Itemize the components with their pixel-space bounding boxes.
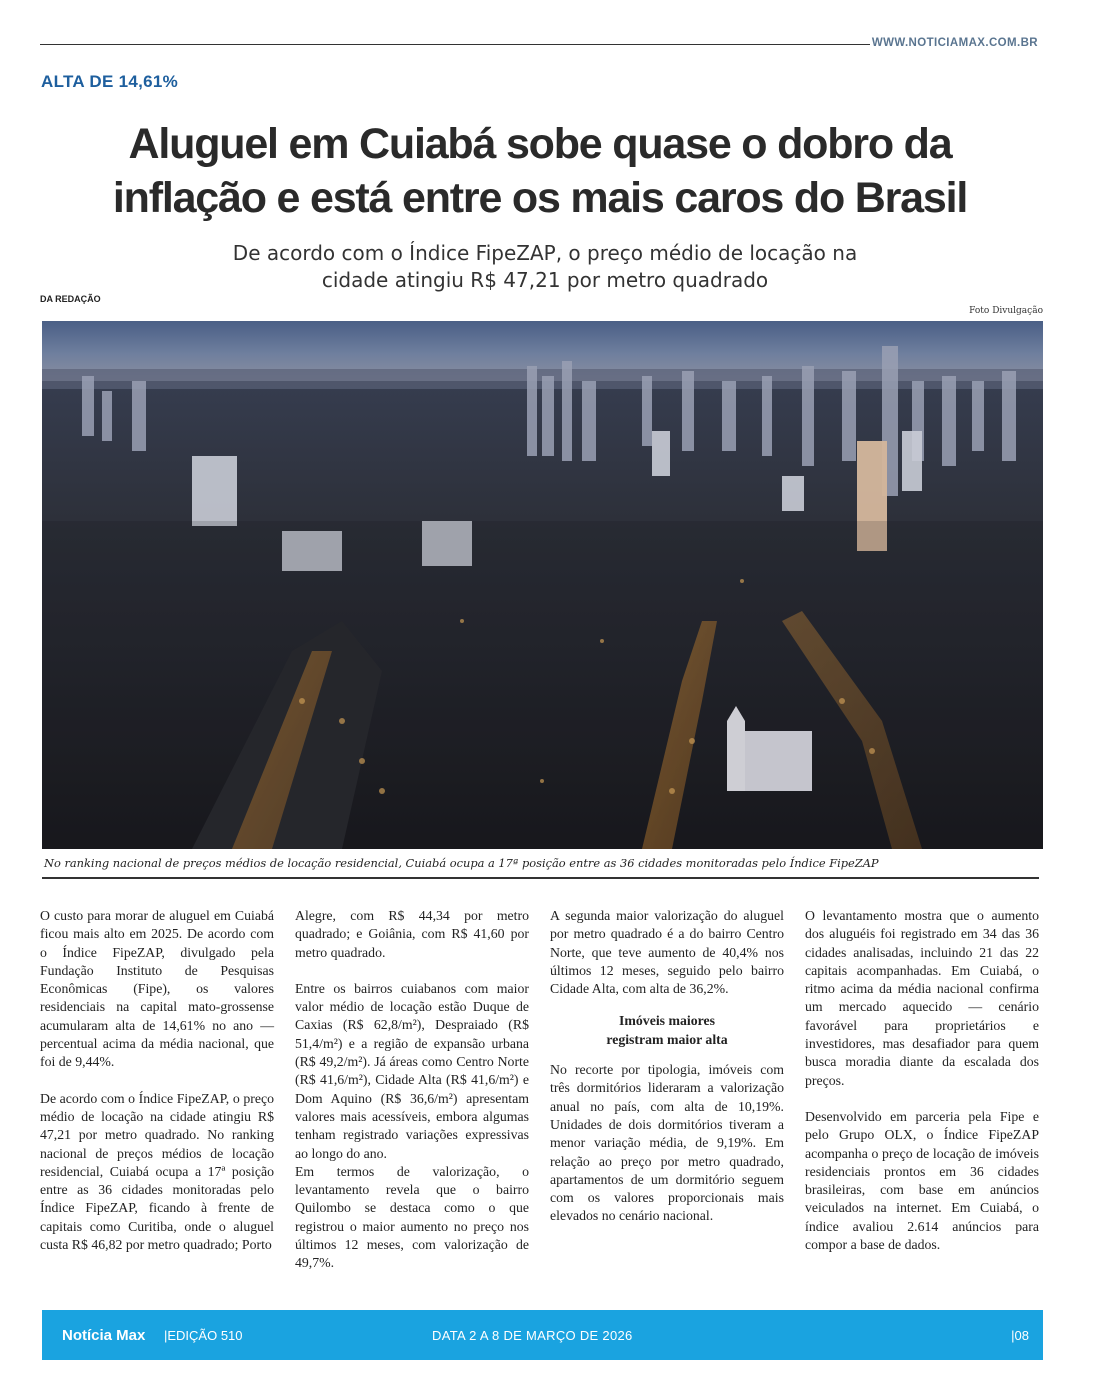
- footer-edition: |EDIÇÃO 510: [164, 1328, 243, 1343]
- section-subhead: [550, 1012, 784, 1049]
- headline-line-1: Aluguel em Cuiabá sobe quase o dobro da: [128, 120, 952, 168]
- kicker-label: ALTA DE 14,61%: [41, 72, 179, 91]
- subhead-line-1: Imóveis maiores: [619, 1013, 715, 1029]
- photo-credit: Foto Divulgação: [969, 306, 1043, 316]
- paragraph: No recorte por tipologia, imóveis com três dormitórios lideraram a valorização anual no país, com alta de 10,19%. Unidades de dois dormitórios tiveram a menor variação média, de 9,19%. Em relação ao preço por metro quadrado, apartamentos de um dormitório seguem com os valores proporcionais mais elevados no cenário nacional.: [550, 1062, 784, 1224]
- body-column-2: [295, 907, 529, 1273]
- caption-rule: [42, 877, 1039, 879]
- article-body: [40, 907, 1039, 1273]
- body-column-3: [550, 907, 784, 1273]
- city-night-photo: [42, 321, 1043, 849]
- paragraph: O levantamento mostra que o aumento dos aluguéis foi registrado em 34 das 36 cidades analisadas, incluindo 21 das 22 capitais acompanhadas. Em Cuiabá, o ritmo acima da média nacional confirma um mercado aquecido — cenário favorável para proprietários e investidores, mas desafiador para quem busca moradia diante da escalada dos preços.: [805, 908, 1039, 1088]
- article-deck: [160, 240, 930, 294]
- subhead-line-2: registram maior alta: [606, 1031, 728, 1047]
- paragraph: Alegre, com R$ 44,34 por metro quadrado; e Goiânia, com R$ 41,60 por metro quadrado.: [295, 908, 529, 960]
- body-column-4: [805, 907, 1039, 1273]
- photo-caption: No ranking nacional de preços médios de locação residencial, Cuiabá ocupa a 17ª posição entre as 36 cidades monitoradas pelo Índice FipeZAP: [44, 856, 879, 870]
- deck-line-1: De acordo com o Índice FipeZAP, o preço médio de locação na: [232, 241, 858, 265]
- article-headline: [30, 117, 1050, 225]
- paragraph: A segunda maior valorização do aluguel por metro quadrado é a do bairro Centro Norte, que teve aumento de 40,4% nos últimos 12 meses, seguido pelo bairro Cidade Alta, com alta de 36,2%.: [550, 908, 784, 997]
- paragraph: De acordo com o Índice FipeZAP, o preço médio de locação na cidade atingiu R$ 47,21 por metro quadrado. No ranking nacional de preços médios de locação residencial, Cuiabá ocupa a 17ª posição entre as 36 cidades monitoradas pelo Índice FipeZAP, ficando à frente de capitais como Curitiba, onde o aluguel custa R$ 46,82 por metro quadrado; Porto: [40, 1090, 274, 1253]
- paragraph: Desenvolvido em parceria pela Fipe e pelo Grupo OLX, o Índice FipeZAP acompanha o preço de locação de imóveis residenciais prontos em 36 cidades brasileiras, com base em anúncios veiculados na internet. Em Cuiabá, o índice avaliou 2.614 anúncios para compor a base de dados.: [805, 1108, 1039, 1253]
- paragraph: O custo para morar de aluguel em Cuiabá ficou mais alto em 2025. De acordo com o Índice FipeZAP, divulgado pela Fundação Instituto de Pesquisas Econômicas (Fipe), os valores residenciais na capital mato-grossense acumularam alta de 14,61% no ano — percentual acima da média nacional, que foi de 9,44%.: [40, 908, 274, 1070]
- footer-date: DATA 2 A 8 DE MARÇO DE 2026: [432, 1328, 633, 1343]
- headline-line-2: inflação e está entre os mais caros do Brasil: [112, 174, 968, 222]
- page-footer: [42, 1310, 1043, 1360]
- footer-brand: Notícia Max: [62, 1327, 146, 1344]
- site-url[interactable]: WWW.NOTICIAMAX.COM.BR: [871, 37, 1038, 49]
- paragraph: Em termos de valorização, o levantamento revela que o bairro Quilombo se destaca como o que registrou o maior aumento no preço nos últimos 12 meses, com valorização de 49,7%.: [295, 1163, 529, 1271]
- deck-line-2: cidade atingiu R$ 47,21 por metro quadrado: [321, 268, 769, 292]
- paragraph: Entre os bairros cuiabanos com maior valor médio de locação estão Duque de Caxias (R$ 62,8/m²), Despraiado (R$ 51,4/m²) e a região de expansão urbana (R$ 49,2/m²). Já áreas como Centro Norte (R$ 41,6/m²), Cidade Alta (R$ 41,6/m²) e Dom Aquino (R$ 36,6/m²) apresentam valores mais acessíveis, embora algumas tenham registrado variações expressivas ao longo do ano.: [295, 980, 529, 1161]
- top-rule: [40, 44, 870, 45]
- byline: DA REDAÇÃO: [40, 294, 101, 304]
- body-column-1: [40, 907, 274, 1273]
- footer-page-number: |08: [1011, 1328, 1029, 1343]
